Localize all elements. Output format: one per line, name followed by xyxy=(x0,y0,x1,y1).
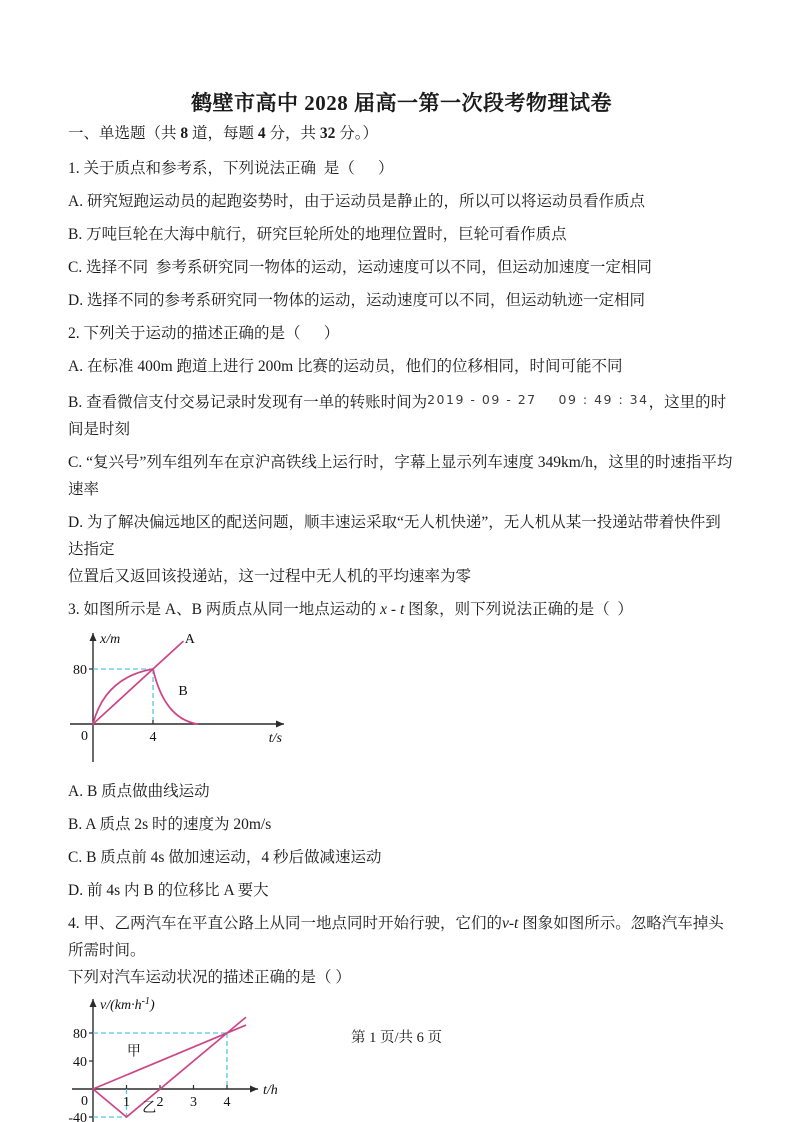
origin-label: 0 xyxy=(81,1094,88,1109)
q2-transfer-datetime: 2019 - 09 - 27 09 : 49 : 34 xyxy=(427,392,649,407)
y-axis-arrow xyxy=(90,633,97,641)
xt-graph xyxy=(68,629,298,773)
section-heading-pre: 一、单选题（共 xyxy=(68,125,181,142)
q1-option-a: A. 研究短跑运动员的起跑姿势时，由于运动员是静止的，所以可以将运动员看作质点 xyxy=(68,193,645,210)
question-2-stem: 2. 下列关于运动的描述正确的是（ ） xyxy=(68,325,340,342)
q3-option-c: C. B 质点前 4s 做加速运动，4 秒后做减速运动 xyxy=(68,849,382,866)
x-tick-label: 1 xyxy=(123,1095,130,1110)
q3-option-b: B. A 质点 2s 时的速度为 20m/s xyxy=(68,816,272,833)
q2-option-d-line1: D. 为了解决偏远地区的配送问题，顺丰速运采取“无人机快递”，无人机从某一投递站带着快件到达指定 xyxy=(68,514,721,558)
q2-option-d-line2: 位置后又返回该投递站，这一过程中无人机的平均速率为零 xyxy=(68,568,472,585)
question-4-stem-line2: 下列对汽车运动状况的描述正确的是（ ） xyxy=(68,969,351,986)
q3-option-d: D. 前 4s 内 B 的位移比 A 要大 xyxy=(68,882,269,899)
section-heading-mid2: 分，共 xyxy=(265,125,320,142)
y-tick-label: 80 xyxy=(73,1027,87,1042)
x-axis-arrow xyxy=(250,1086,258,1093)
q3-stem-pre: 3. 如图所示是 A、B 两质点从同一地点运动的 xyxy=(68,601,381,618)
page-title: 鹤壁市高中 2028 届高一第一次段考物理试卷 xyxy=(191,91,612,115)
series-label-甲: 甲 xyxy=(126,1044,141,1060)
section-heading-post: 分。） xyxy=(335,125,379,142)
q2-option-b xyxy=(68,386,735,443)
x-tick-label: 3 xyxy=(190,1095,197,1110)
q4-stem-pre: 4. 甲、乙两汽车在平直公路上从同一地点同时开始行驶，它们的 xyxy=(68,915,503,932)
question-3-stem xyxy=(68,596,735,623)
series-label-A: A xyxy=(184,631,195,647)
x-axis-arrow xyxy=(276,721,284,728)
page-footer: 第 1 页/共 6 页 xyxy=(350,1030,443,1046)
q2-option-c: C. “复兴号”列车组列车在京沪高铁线上运行时，字幕上显示列车速度 349km/h，这里的时速指平均速率 xyxy=(68,454,733,498)
q3-stem-post: 图象，则下列说法正确的是（ ） xyxy=(404,601,633,618)
question-4-stem-line1 xyxy=(68,910,735,964)
x-tick-label: 4 xyxy=(223,1095,231,1110)
q2-option-b-suffix: ，这里的时间是时刻 xyxy=(68,394,727,438)
y-axis-title: $v/(km\cdot h^{-1})$ xyxy=(100,997,155,1013)
x-tick-label: 2 xyxy=(156,1095,164,1110)
section-points-total: 32 xyxy=(319,125,336,142)
q3-xt-symbol: x - t xyxy=(380,601,405,618)
q4-vt-symbol: v-t xyxy=(502,915,519,932)
section-count-questions: 8 xyxy=(180,125,189,142)
section-heading xyxy=(68,120,735,147)
section-points-each: 4 xyxy=(257,125,266,142)
q2-option-b-text: B. 查看微信支付交易记录时发现有一单的转账时间为 xyxy=(68,394,428,411)
section-heading-mid1: 道，每题 xyxy=(188,125,258,142)
vt-graph xyxy=(68,997,308,1122)
q1-option-c: C. 选择不同 参考系研究同一物体的运动，运动速度可以不同，但运动加速度一定相同 xyxy=(68,259,652,276)
y-tick-label: 40 xyxy=(73,1055,87,1070)
series-label-乙: 乙 xyxy=(142,1101,157,1117)
y-tick-label: -40 xyxy=(68,1111,87,1122)
q4-stem-post: 图象如图所示。忽略汽车掉头所需时间。 xyxy=(68,915,724,959)
q3-option-a: A. B 质点做曲线运动 xyxy=(68,783,210,800)
origin-label: 0 xyxy=(81,729,88,744)
series-A xyxy=(93,642,183,725)
y-axis-title: x/m xyxy=(100,632,121,647)
x-axis-title: t/h xyxy=(263,1083,278,1098)
y-axis-arrow xyxy=(90,999,97,1007)
question-1-stem: 1. 关于质点和参考系，下列说法正确 是（ ） xyxy=(68,160,394,177)
x-tick-label: 4 xyxy=(149,730,157,745)
y-tick-label: 80 xyxy=(73,663,87,678)
q1-option-b: B. 万吨巨轮在大海中航行，研究巨轮所处的地理位置时，巨轮可看作质点 xyxy=(68,226,567,243)
series-label-B: B xyxy=(178,684,188,700)
q1-option-d: D. 选择不同的参考系研究同一物体的运动，运动速度可以不同，但运动轨迹一定相同 xyxy=(68,292,645,309)
x-axis-title: t/s xyxy=(268,731,282,746)
q2-option-a: A. 在标准 400m 跑道上进行 200m 比赛的运动员，他们的位移相同，时间可能不同 xyxy=(68,358,623,375)
